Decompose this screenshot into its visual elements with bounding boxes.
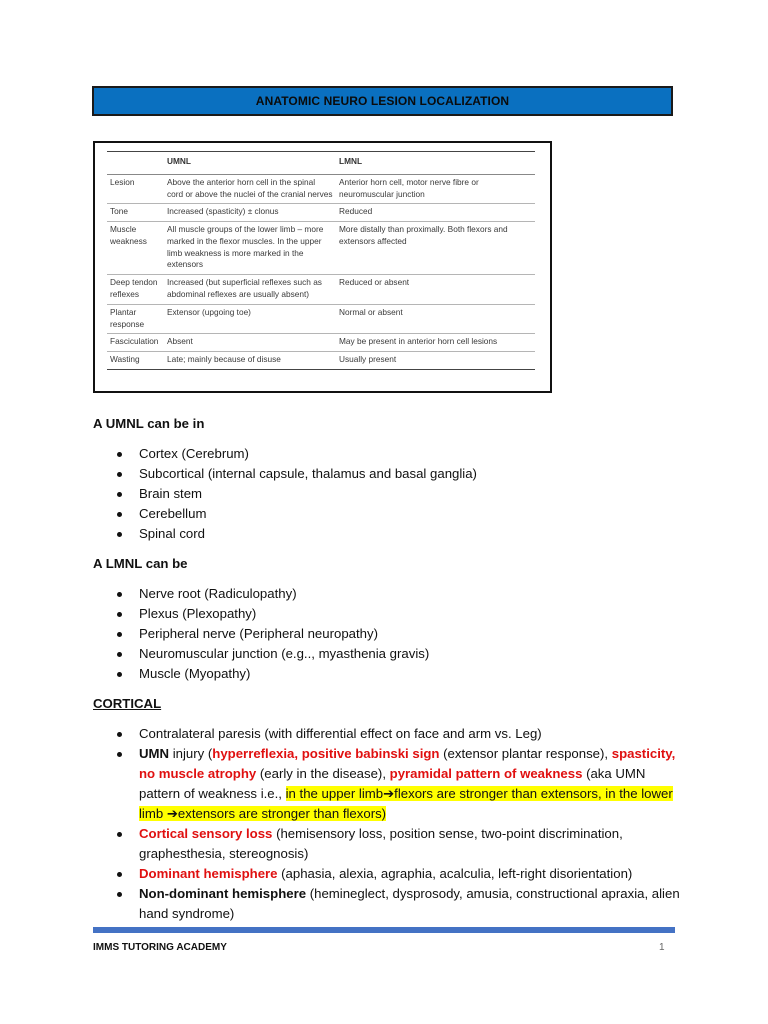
table-header-row xyxy=(107,152,535,175)
footer-divider xyxy=(93,927,675,933)
list-item: Contralateral paresis (with differential effect on face and arm vs. Leg) xyxy=(93,724,683,744)
text-run: injury ( xyxy=(169,746,213,761)
list-item: Plexus (Plexopathy) xyxy=(93,604,683,624)
table-row xyxy=(107,352,535,370)
document-title-bar xyxy=(92,86,673,116)
lmnl-list xyxy=(93,584,683,684)
table-cell: All muscle groups of the lower limb – more marked in the flexor muscles. In the upper limb weakness is more marked in the extensors xyxy=(164,222,336,275)
page-number: 1 xyxy=(659,942,665,953)
list-item: Brain stem xyxy=(93,484,683,504)
text-run: (hemineglect, dysprosody, amusia, constructional apraxia, alien hand syndrome) xyxy=(139,886,680,921)
cortical-list xyxy=(93,724,683,924)
list-item: Muscle (Myopathy) xyxy=(93,664,683,684)
highlighted-text: flexors are stronger than extensors, in the lower limb xyxy=(139,786,673,821)
table-cell: Wasting xyxy=(107,352,164,370)
table-cell: Absent xyxy=(164,334,336,352)
table-cell: Increased (but superficial reflexes such as abdominal reflexes are usually absent) xyxy=(164,275,336,305)
document-body xyxy=(93,414,683,934)
umnl-list xyxy=(93,444,683,544)
text-run: (hemisensory loss, position sense, two-point discrimination, graphesthesia, stereognosis) xyxy=(139,826,623,861)
list-item: Peripheral nerve (Peripheral neuropathy) xyxy=(93,624,683,644)
table-cell: Usually present xyxy=(336,352,535,370)
emphasis-bold: Non-dominant hemisphere xyxy=(139,886,307,901)
table-cell: Deep tendon reflexes xyxy=(107,275,164,305)
emphasis-bold: UMN xyxy=(139,746,170,761)
table-cell: Increased (spasticity) ± clonus xyxy=(164,204,336,222)
document-title: ANATOMIC NEURO LESION LOCALIZATION xyxy=(255,94,510,108)
table-row xyxy=(107,222,535,275)
emphasis-red: Cortical sensory loss xyxy=(139,826,273,841)
table-row xyxy=(107,275,535,305)
table-cell: Tone xyxy=(107,204,164,222)
list-item: Nerve root (Radiculopathy) xyxy=(93,584,683,604)
list-item: Spinal cord xyxy=(93,524,683,544)
table-row xyxy=(107,204,535,222)
comparison-table-figure xyxy=(93,141,552,393)
table-cell: Fasciculation xyxy=(107,334,164,352)
table-cell: More distally than proximally. Both flexors and extensors affected xyxy=(336,222,535,275)
table-cell: Muscle weakness xyxy=(107,222,164,275)
table-cell: Normal or absent xyxy=(336,304,535,334)
table-cell: Reduced or absent xyxy=(336,275,535,305)
emphasis-red: Dominant hemisphere xyxy=(139,866,278,881)
table-header-cell xyxy=(107,152,164,175)
list-item: Neuromuscular junction (e.g.., myasthenia gravis) xyxy=(93,644,683,664)
footer-academy-name: IMMS TUTORING ACADEMY xyxy=(93,942,227,953)
list-item xyxy=(93,884,683,924)
highlighted-text: in the upper limb xyxy=(285,786,384,801)
table-row xyxy=(107,304,535,334)
table-cell: Late; mainly because of disuse xyxy=(164,352,336,370)
list-item: Cerebellum xyxy=(93,504,683,524)
emphasis-red: pyramidal pattern of weakness xyxy=(389,766,583,781)
table-header-cell: LMNL xyxy=(336,152,535,175)
table-header-cell: UMNL xyxy=(164,152,336,175)
list-item xyxy=(93,824,683,864)
table-cell: Lesion xyxy=(107,174,164,204)
table-cell: Reduced xyxy=(336,204,535,222)
umnl-lmnl-table xyxy=(107,151,535,370)
list-item xyxy=(93,864,683,884)
emphasis-red: hyperreflexia, positive babinski sign xyxy=(212,746,440,761)
table-row xyxy=(107,174,535,204)
text-run: (aka UMN pattern of weakness i.e., xyxy=(139,766,646,801)
cortical-heading: CORTICAL xyxy=(93,696,162,711)
text-run: (aphasia, alexia, agraphia, acalculia, left-right disorientation) xyxy=(277,866,633,881)
list-item xyxy=(93,744,683,824)
arrow-icon: ➔ xyxy=(383,786,395,801)
emphasis-red: spasticity, no muscle atrophy xyxy=(139,746,676,781)
list-item: Subcortical (internal capsule, thalamus and basal ganglia) xyxy=(93,464,683,484)
lmnl-heading: A LMNL can be xyxy=(93,556,188,571)
list-item: Cortex (Cerebrum) xyxy=(93,444,683,464)
table-cell: Above the anterior horn cell in the spinal cord or above the nuclei of the cranial nerves xyxy=(164,174,336,204)
table-cell: Anterior horn cell, motor nerve fibre or neuromuscular junction xyxy=(336,174,535,204)
table-cell: May be present in anterior horn cell lesions xyxy=(336,334,535,352)
highlighted-text: extensors are stronger than flexors) xyxy=(177,806,387,821)
umnl-heading: A UMNL can be in xyxy=(93,416,205,431)
table-cell: Plantar response xyxy=(107,304,164,334)
arrow-icon: ➔ xyxy=(166,806,178,821)
text-run: (early in the disease), xyxy=(256,766,390,781)
table-row xyxy=(107,334,535,352)
table-cell: Extensor (upgoing toe) xyxy=(164,304,336,334)
text-run: (extensor plantar response), xyxy=(439,746,612,761)
